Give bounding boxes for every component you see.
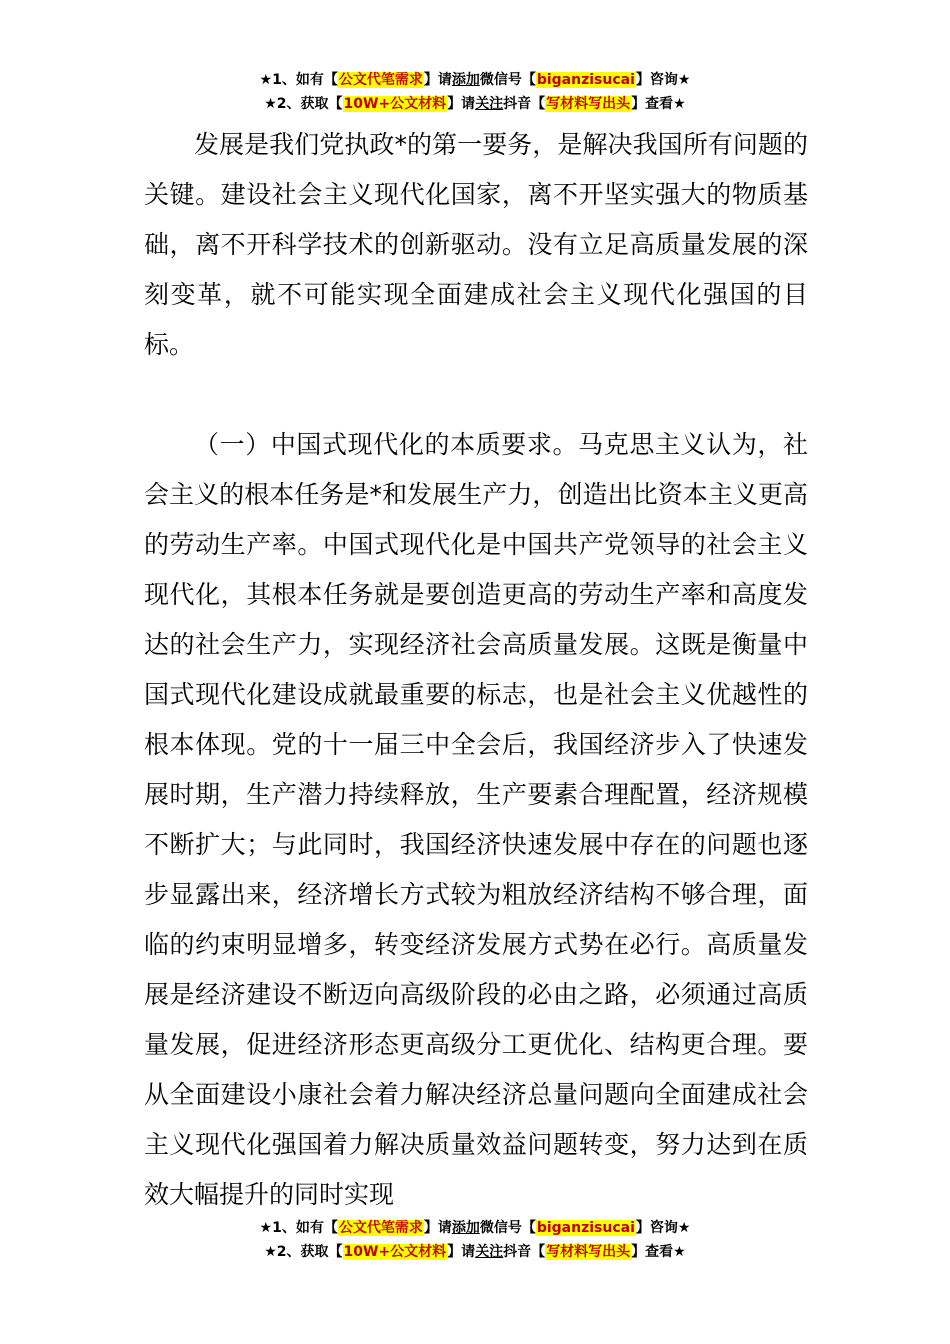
header-promo-banner	[0, 68, 950, 116]
promo-highlight-service: 公文代笔需求	[338, 1220, 423, 1236]
promo-highlight-wechat-id: biganzisucai	[536, 72, 635, 88]
promo-highlight-materials: 10W+公文材料	[343, 96, 447, 112]
promo-line-1: ★1、如有【公文代笔需求】请添加微信号【biganzisucai】咨询★	[259, 72, 691, 88]
document-body	[144, 120, 808, 1220]
promo-line-1: ★1、如有【公文代笔需求】请添加微信号【biganzisucai】咨询★	[259, 1220, 691, 1236]
promo-highlight-service: 公文代笔需求	[338, 72, 423, 88]
promo-line-2: ★2、获取【10W+公文材料】请关注抖音【写材料写出头】查看★	[264, 1244, 686, 1260]
footer-promo-banner	[0, 1216, 950, 1264]
promo-highlight-douyin-account: 写材料写出头	[546, 96, 631, 112]
body-paragraph-1: 发展是我们党执政*的第一要务，是解决我国所有问题的关键。建设社会主义现代化国家，离不开坚实强大的物质基础，离不开科学技术的创新驱动。没有立足高质量发展的深刻变革，就不可能实现全面建成社会主义现代化强国的目标。	[144, 130, 808, 359]
promo-line-2: ★2、获取【10W+公文材料】请关注抖音【写材料写出头】查看★	[264, 96, 686, 112]
promo-highlight-wechat-id: biganzisucai	[536, 1220, 635, 1236]
promo-highlight-materials: 10W+公文材料	[343, 1244, 447, 1260]
promo-highlight-douyin-account: 写材料写出头	[546, 1244, 631, 1260]
body-paragraph-2: （一）中国式现代化的本质要求。马克思主义认为，社会主义的根本任务是*和发展生产力，创造出比资本主义更高的劳动生产率。中国式现代化是中国共产党领导的社会主义现代化，其根本任务就是要创造更高的劳动生产率和高度发达的社会生产力，实现经济社会高质量发展。这既是衡量中国式现代化建设成就最重要的标志，也是社会主义优越性的根本体现。党的十一届三中全会后，我国经济步入了快速发展时期，生产潜力持续释放，生产要素合理配置，经济规模不断扩大；与此同时，我国经济快速发展中存在的问题也逐步显露出来，经济增长方式较为粗放经济结构不够合理，面临的约束明显增多，转变经济发展方式势在必行。高质量发展是经济建设不断迈向高级阶段的必由之路，必须通过高质量发展，促进经济形态更高级分工更优化、结构更合理。要从全面建设小康社会着力解决经济总量问题向全面建成社会主义现代化强国着力解决质量效益问题转变，努力达到在质效大幅提升的同时实现	[144, 430, 808, 1209]
